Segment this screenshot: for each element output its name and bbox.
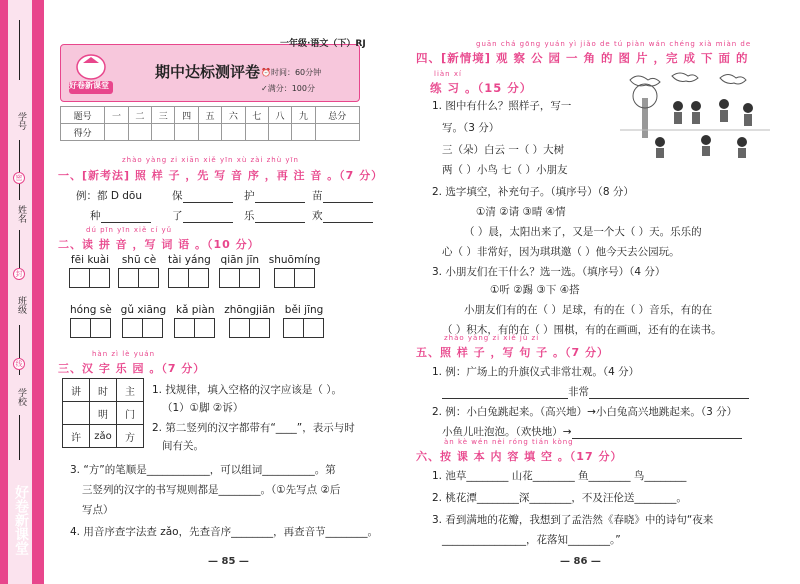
sec1-item: 欢 <box>312 208 373 223</box>
sec4-q3-sentence1: 小朋友们有的在（ ）足球，有的在（ ）音乐，有的在 <box>464 304 713 316</box>
seal-circle: 线 <box>13 358 25 370</box>
section4-title-2: 练 习 。（15 分） <box>430 81 533 95</box>
section3-title: 三、汉 字 乐 园 。（7 分） <box>58 362 206 375</box>
answer-blank[interactable] <box>101 212 151 223</box>
sec6-q2: 2. 桃花潭________深________，不及汪伦送________。 <box>432 492 687 504</box>
binding-line <box>19 140 20 200</box>
table-cell: zǎo <box>90 425 117 448</box>
table-row <box>61 124 360 141</box>
tian-grid[interactable] <box>71 318 111 338</box>
table-cell: 七 <box>245 107 268 124</box>
writing-grid-row <box>70 304 324 338</box>
tian-grid[interactable] <box>119 268 159 288</box>
table-cell: 五 <box>198 107 221 124</box>
sec4-q3-sentence2: （ ）积木，有的在（ ）围棋，有的在画画，还有的在读书。 <box>442 324 722 336</box>
sec4-q1: 1. 图中有什么？照样子，写一 <box>432 100 572 112</box>
sec3-q4: 4. 用音序查字法查 zǎo，先查音序________，再查音节________。 <box>70 526 379 538</box>
sec4-q2-sentence1: （ ）晨，太阳出来了，又是一个大（ ）天。乐乐的 <box>464 226 702 238</box>
tian-grid[interactable] <box>284 318 324 338</box>
table-cell: 八 <box>268 107 291 124</box>
sec4-q1-line2: 两（ ）小鸟 七（ ）小朋友 <box>442 164 568 176</box>
sec6-q1: 1. 池草________ 山花________ 鱼________ 鸟________ <box>432 470 687 482</box>
score-input-cell[interactable] <box>175 124 198 141</box>
score-input-cell[interactable] <box>222 124 245 141</box>
brand-vertical-text: 好卷新课堂 <box>13 485 29 555</box>
table-cell: 主 <box>117 379 144 402</box>
sec4-q1-cont: 写。（3 分） <box>442 122 500 134</box>
table-cell: 一 <box>105 107 128 124</box>
sec5-q1-answer-line: 非常 <box>442 384 749 399</box>
binding-strip <box>0 0 44 584</box>
full-score-label: ✓满分：100分 <box>261 84 315 93</box>
tian-grid[interactable] <box>220 268 260 288</box>
answer-blank[interactable] <box>255 192 305 203</box>
section6-pinyin: àn kè wén nèi róng tián kòng <box>444 438 574 446</box>
logo-text: 好卷新课堂 <box>69 81 109 90</box>
section4-pinyin-2: liàn xí <box>434 70 462 78</box>
sec1-item: 乐 <box>244 208 305 223</box>
section4-title: 四、[新情境] 观 察 公 园 一 角 的 图 片 ，完 成 下 面 的 <box>416 51 749 65</box>
table-cell: 门 <box>117 402 144 425</box>
sec4-q2: 2. 选字填空，补充句子。（填序号）（8 分） <box>432 186 634 198</box>
name-label: 姓名 <box>16 205 26 223</box>
sec1-example: 例：都 D dōu <box>76 190 143 202</box>
seal-circle: 封 <box>13 268 25 280</box>
table-cell: 讲 <box>63 379 90 402</box>
section2-pinyin: dú pīn yīn xiě cí yǔ <box>86 226 173 234</box>
time-label: ⏰时间：60分钟 <box>261 68 322 77</box>
tian-grid[interactable] <box>123 318 163 338</box>
answer-blank[interactable] <box>183 212 233 223</box>
section4-pinyin: guān chá gōng yuán yì jiǎo de tú piàn wán chéng xià miàn de <box>476 40 752 48</box>
page-title: 期中达标测评卷 <box>155 63 261 81</box>
answer-blank[interactable] <box>572 428 742 439</box>
sec3-q1-options: （1）①脚 ②诉） <box>162 402 244 414</box>
section6-title: 六、按 课 本 内 容 填 空 。（17 分） <box>416 450 623 463</box>
park-illustration <box>620 70 770 160</box>
table-cell: 三 <box>152 107 175 124</box>
score-input-cell[interactable] <box>198 124 221 141</box>
word-cell: běi jīng <box>284 304 324 338</box>
word-cell: gǔ xiāng <box>121 304 167 338</box>
score-input-cell[interactable] <box>292 124 315 141</box>
word-cell: tài yáng <box>168 254 211 288</box>
sec1-item: 保 <box>172 188 233 203</box>
word-cell: qiān jīn <box>220 254 260 288</box>
page-number: — 86 — <box>560 556 601 567</box>
binding-line <box>19 415 20 460</box>
table-row <box>63 379 144 402</box>
sec3-q2-cont: 间有关。 <box>162 440 204 452</box>
table-row <box>63 425 144 448</box>
tian-grid[interactable] <box>70 268 110 288</box>
table-row <box>61 107 360 124</box>
table-cell: 方 <box>117 425 144 448</box>
table-cell: 得分 <box>61 124 105 141</box>
school-label: 学校 <box>16 388 26 406</box>
sec1-item: 种 <box>90 208 151 223</box>
score-input-cell[interactable] <box>128 124 151 141</box>
table-cell: 二 <box>128 107 151 124</box>
sec6-q3: 3. 看到满地的花瓣，我想到了孟浩然《春晓》中的诗句“夜来 <box>432 514 714 526</box>
tian-grid[interactable] <box>169 268 209 288</box>
table-cell: 四 <box>175 107 198 124</box>
answer-blank[interactable] <box>323 192 373 203</box>
clock-icon: ⏰ <box>261 68 271 77</box>
word-cell: shuōmíng <box>269 254 321 288</box>
word-cell: kǎ piàn <box>175 304 215 338</box>
word-cell: zhōngjiān <box>224 304 275 338</box>
right-page <box>410 0 790 584</box>
tian-grid[interactable] <box>175 318 215 338</box>
sec1-item: 苗 <box>312 188 373 203</box>
answer-blank[interactable] <box>183 192 233 203</box>
sec1-item: 护 <box>244 188 305 203</box>
table-cell: 题号 <box>61 107 105 124</box>
score-input-cell[interactable] <box>105 124 128 141</box>
sec3-q3: 3. “方”的笔顺是____________，可以组词__________。第 <box>70 464 336 476</box>
score-table <box>60 106 360 141</box>
sec4-q1-line1: 三（朵）白云 一（ ）大树 <box>442 144 565 156</box>
student-number-label: 学号 <box>16 112 26 130</box>
left-page <box>48 0 388 584</box>
exam-header <box>60 44 360 102</box>
table-cell: 许 <box>63 425 90 448</box>
table-cell: 九 <box>292 107 315 124</box>
sec4-q3: 3. 小朋友们在干什么？选一选。（填序号）（4 分） <box>432 266 666 278</box>
binding-line <box>19 20 20 80</box>
score-input-cell[interactable] <box>268 124 291 141</box>
page-number: — 85 — <box>208 556 249 567</box>
sec4-q2-sentence2: 心（ ）非常好，因为琪琪邀（ ）他今天去公园玩。 <box>442 246 680 258</box>
class-label: 班级 <box>16 296 26 314</box>
table-cell: 明 <box>90 402 117 425</box>
sec3-q3-end: 写点） <box>82 504 114 516</box>
word-cell: shū cè <box>119 254 159 288</box>
section5-pinyin: zhào yàng zi xiě jù zi <box>444 334 540 342</box>
score-input-cell[interactable] <box>315 124 359 141</box>
tian-grid[interactable] <box>230 318 270 338</box>
sec4-q2-options: ①清 ②请 ③晴 ④情 <box>476 206 566 218</box>
sec4-q3-options: ①听 ②踢 ③下 ④搭 <box>490 284 580 296</box>
answer-blank[interactable] <box>255 212 305 223</box>
sec5-q2-line: 小鱼儿吐泡泡。（欢快地）→ <box>442 424 742 439</box>
section1-title: 一、[新考法] 照 样 子 ，先 写 音 序 ，再 注 音 。（7 分） <box>58 169 384 182</box>
sec5-q2: 2. 例：小白兔跳起来。（高兴地）→小白兔高兴地跳起来。（3 分） <box>432 406 738 418</box>
word-cell: hóng sè <box>70 304 112 338</box>
sec5-q1: 1. 例：广场上的升旗仪式非常壮观。（4 分） <box>432 366 640 378</box>
blank-cell[interactable] <box>63 402 90 425</box>
table-cell: 时 <box>90 379 117 402</box>
sec1-item: 了 <box>172 208 233 223</box>
answer-blank[interactable] <box>589 388 749 399</box>
sec3-q1: 1. 找规律，填入空格的汉字应该是（ ）。 <box>152 384 342 396</box>
sec3-q2: 2. 第二竖列的汉字都带有“____”，表示与时 <box>152 422 355 434</box>
answer-blank[interactable] <box>323 212 373 223</box>
section3-pinyin: hàn zì lè yuán <box>92 350 156 358</box>
section1-pinyin: zhào yàng zi xiān xiě yīn xù zài zhù yīn <box>122 156 299 164</box>
writing-grid-row <box>70 254 320 288</box>
section2-title: 二、读 拼 音 ，写 词 语 。（10 分） <box>58 238 260 251</box>
seal-circle: 密 <box>13 172 25 184</box>
score-input-cell[interactable] <box>152 124 175 141</box>
character-puzzle-table <box>62 378 144 448</box>
table-row <box>63 402 144 425</box>
word-cell: fēi kuài <box>70 254 110 288</box>
sec3-q3-cont: 三竖列的汉字的书写规则都是________。（①先写点 ②后 <box>82 484 341 496</box>
answer-blank[interactable] <box>442 388 568 399</box>
check-circle-icon: ✓ <box>261 84 268 93</box>
sec6-q3-cont: ________________，花落知________。” <box>442 534 621 546</box>
tian-grid[interactable] <box>275 268 315 288</box>
score-input-cell[interactable] <box>245 124 268 141</box>
section5-title: 五、照 样 子 ，写 句 子 。（7 分） <box>416 346 609 359</box>
table-cell: 六 <box>222 107 245 124</box>
table-cell: 总分 <box>315 107 359 124</box>
grade-label: 一年级·语文（下）RJ <box>280 39 366 49</box>
